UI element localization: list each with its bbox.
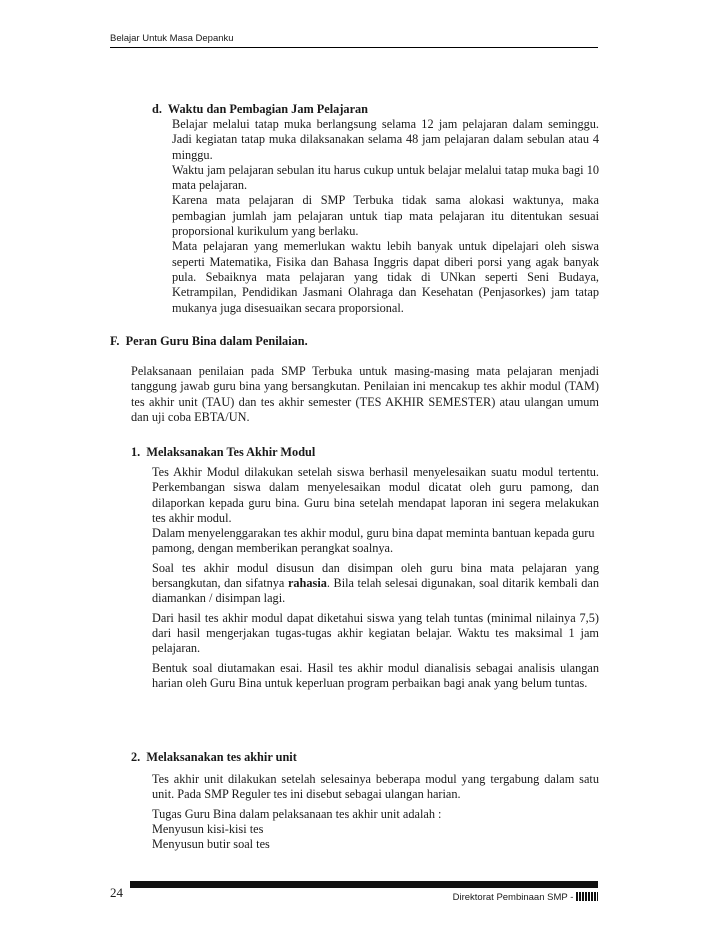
item-2-heading: 2. Melaksanakan tes akhir unit: [131, 750, 297, 764]
section-d-paragraph: Belajar melalui tatap muka berlangsung selama 12 jam pelajaran dalam seminggu. Jadi kegiatan tatap muka dilaksanakan selama 48 jam pelajaran dalam sebulan atau 4 minggu.: [172, 117, 599, 162]
item-1-paragraph: Dari hasil tes akhir modul dapat diketahui siswa yang telah tuntas (minimal nilainya 7,5) dari hasil mengerjakan tugas-tugas akhir kegiatan belajar. Waktu tes maksimal 1 jam pelajaran.: [152, 610, 599, 656]
item-2-body: [152, 772, 599, 852]
item-1-paragraph: Bentuk soal diutamakan esai. Hasil tes akhir modul dianalisis sebagai analisis ulangan harian oleh Guru Bina untuk keperluan program perbaikan bagi anak yang belum tuntas.: [152, 660, 599, 690]
footer-rule: [130, 881, 598, 888]
section-f-heading: F. Peran Guru Bina dalam Penilaian.: [110, 334, 308, 348]
section-d-heading: d. Waktu dan Pembagian Jam Pelajaran: [152, 102, 369, 116]
section-d-paragraph: Mata pelajaran yang memerlukan waktu lebih banyak untuk dipelajari oleh siswa seperti Matematika, Fisika dan Bahasa Inggris dapat diberi porsi yang agak banyak pula. Sebaiknya mata pelajaran yang tidak di UNkan seperti Seni Budaya, Ketrampilan, Pendidikan Jasmani Olahraga dan Kesehatan (Penjasorkes) jam tatap mukanya juga disesuaikan secara proporsional.: [172, 239, 599, 315]
section-d-body: [172, 117, 599, 316]
barcode-icon: [576, 892, 598, 901]
item-2-list-item: Menyusun kisi-kisi tes: [152, 821, 264, 836]
item-1-paragraph: Tes Akhir Modul dilakukan setelah siswa berhasil menyelesaikan suatu modul tertentu. Perkembangan siswa dalam menyelesaikan modul dicatat oleh guru pamong, dan dilaporkan kepada guru bina. Guru bina setelah mendapat laporan ini segera melakukan tes akhir modul.: [152, 465, 599, 525]
section-d-paragraph: Karena mata pelajaran di SMP Terbuka tidak sama alokasi waktunya, maka pembagian jumlah jam pelajaran untuk tiap mata pelajaran itu ditentukan sesuai proporsional kurikulum yang berlaku.: [172, 193, 599, 239]
page-number: 24: [110, 885, 123, 900]
item-1-heading: 1. Melaksanakan Tes Akhir Modul: [131, 445, 316, 459]
running-header: Belajar Untuk Masa Depanku: [110, 33, 234, 44]
footer-publisher: Direktorat Pembinaan SMP -: [453, 892, 598, 903]
item-1-paragraph: Soal tes akhir modul disusun dan disimpan oleh guru bina mata pelajaran yang bersangkutan, dan sifatnya rahasia. Bila telah selesai digunakan, soal ditarik kembali dan diamankan / disimpan lagi.: [152, 560, 600, 606]
item-2-list-item: Menyusun butir soal tes: [152, 837, 270, 852]
rahasia-emphasis: rahasia: [287, 576, 327, 591]
item-1-paragraph: Dalam menyelenggarakan tes akhir modul, guru bina dapat meminta bantuan kepada guru pamong, dengan memberikan perangkat soalnya.: [152, 526, 595, 556]
item-2-paragraph: Tes akhir unit dilakukan setelah selesainya beberapa modul yang tergabung dalam satu unit. Pada SMP Reguler tes ini disebut sebagai ulangan harian.: [152, 772, 599, 802]
item-2-paragraph: Tugas Guru Bina dalam pelaksanaan tes akhir unit adalah :: [152, 806, 442, 821]
item-1-body: [152, 465, 599, 691]
section-d-paragraph: Waktu jam pelajaran sebulan itu harus cukup untuk belajar melalui tatap muka bagi 10 mata pelajaran.: [172, 162, 599, 193]
section-f-intro: Pelaksanaan penilaian pada SMP Terbuka untuk masing-masing mata pelajaran menjadi tanggung jawab guru bina yang bersangkutan. Penilaian ini mencakup tes akhir modul (TAM) tes akhir unit (TAU) dan tes akhir semester (TES AKHIR SEMESTER) atau ulangan umum dan uji coba EBTA/UN.: [131, 364, 599, 424]
header-rule: [110, 47, 598, 48]
